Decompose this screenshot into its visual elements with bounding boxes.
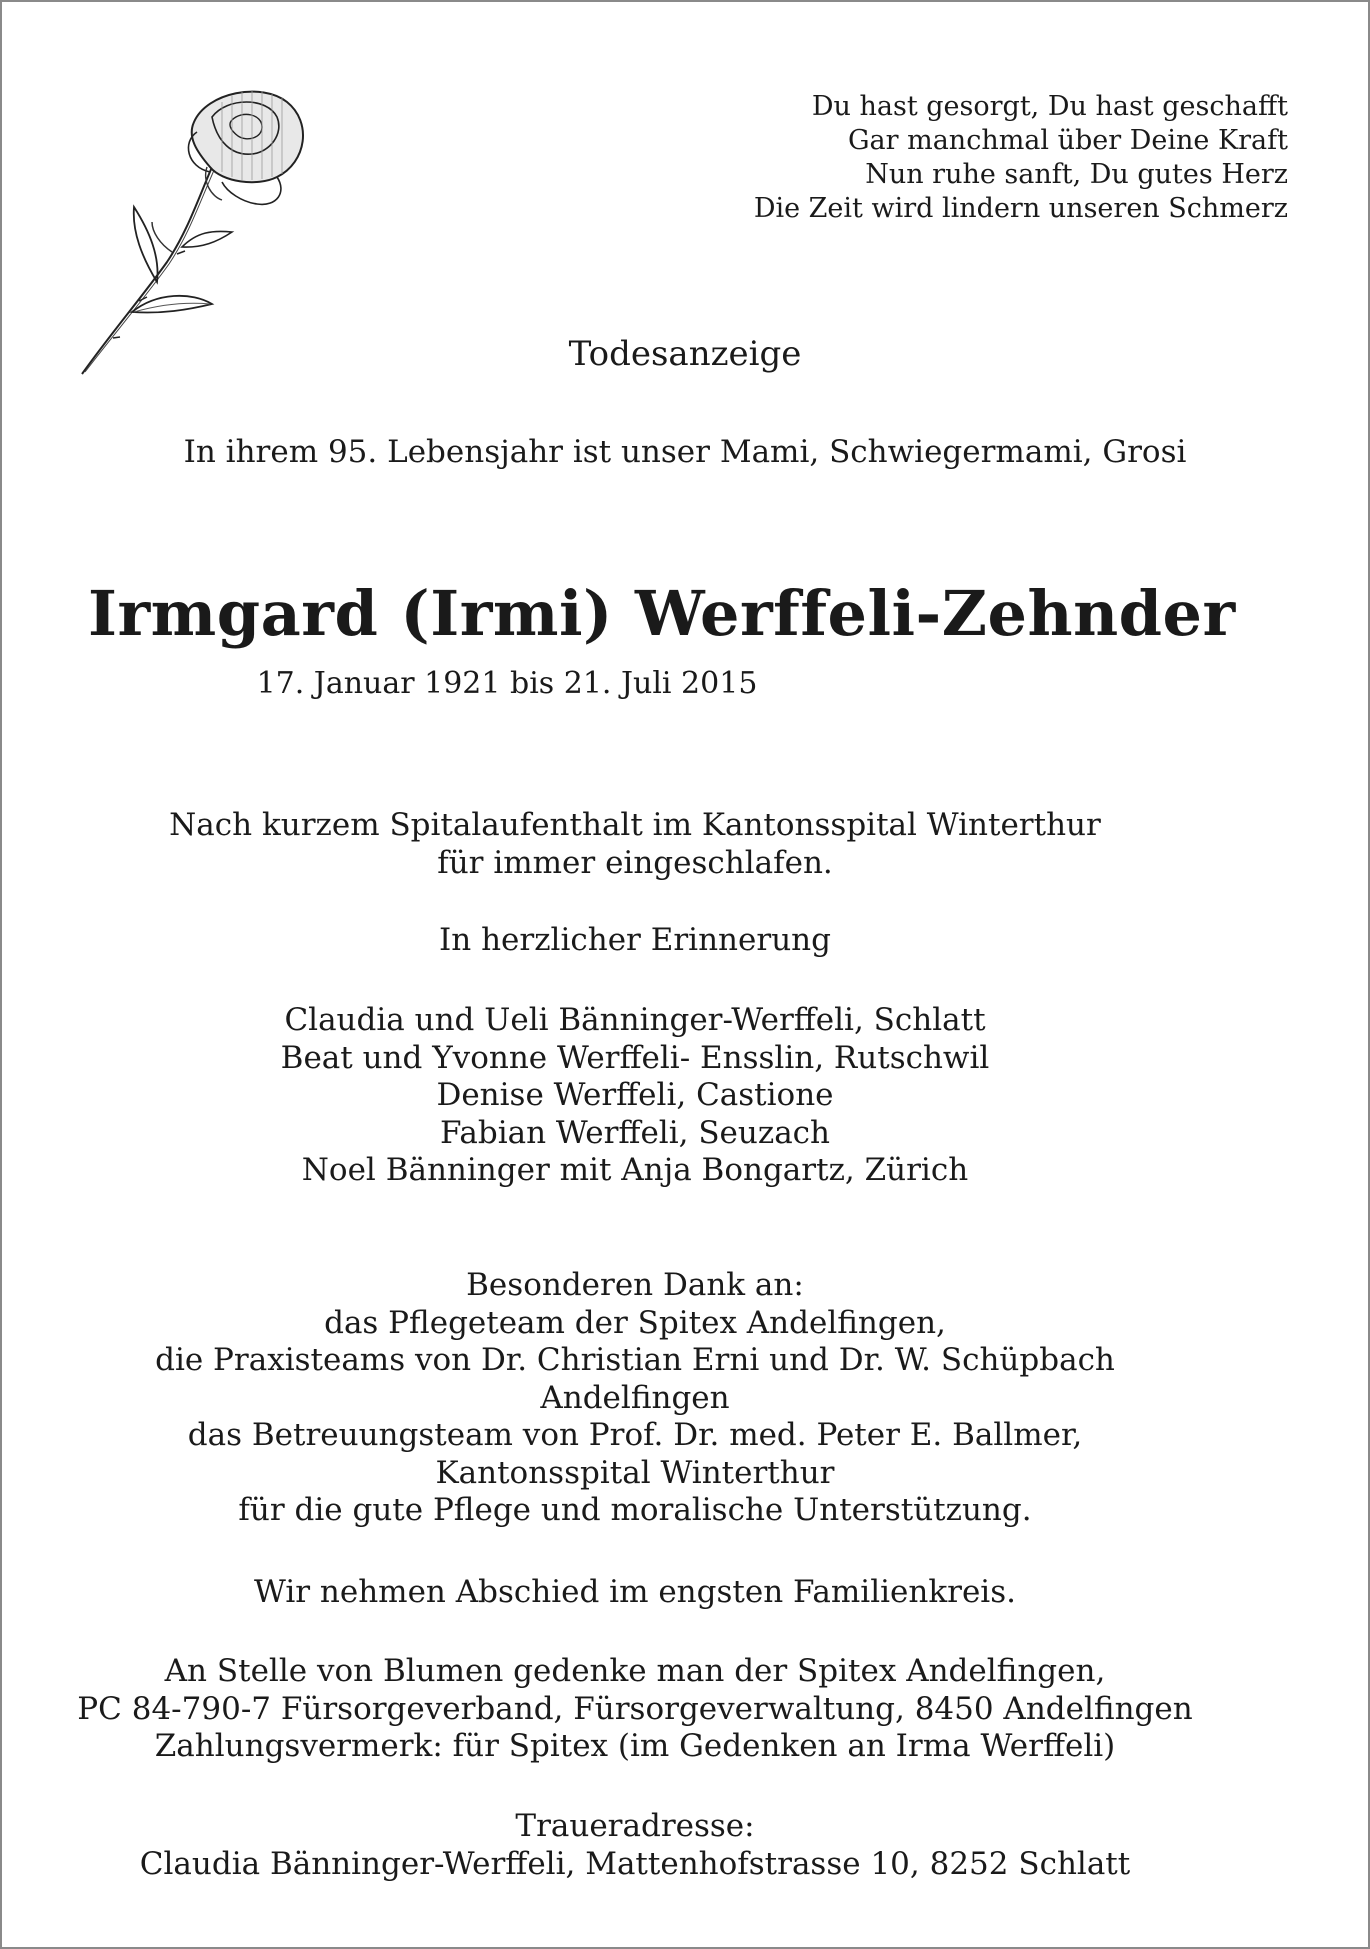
donation-line: PC 84-790-7 Fürsorgeverband, Fürsorgeverwaltung, 8450 Andelfingen (77, 1690, 1193, 1727)
mourning-address (0, 1808, 1318, 1883)
farewell-text: Wir nehmen Abschied im engsten Familienkreis. (254, 1574, 1016, 1610)
mourner: Beat und Yvonne Werffeli- Ensslin, Rutschwil (280, 1039, 990, 1076)
address-value: Claudia Bänninger-Werffeli, Mattenhofstrasse 10, 8252 Schlatt (139, 1845, 1131, 1882)
life-dates: 17. Januar 1921 bis 21. Juli 2015 (256, 666, 758, 701)
passing-line: für immer eingeschlafen. (437, 844, 833, 881)
donation-line: Zahlungsvermerk: für Spitex (im Gedenken an Irma Werffeli) (154, 1728, 1116, 1764)
mourners-list (0, 1002, 1318, 1190)
thanks-line: Besonderen Dank an: (466, 1267, 804, 1303)
poem-line: Die Zeit wird lindern unseren Schmerz (753, 193, 1288, 224)
poem (754, 90, 1288, 226)
thanks-section (0, 1267, 1318, 1530)
thanks-line: die Praxisteams von Dr. Christian Erni und Dr. W. Schüpbach (155, 1342, 1115, 1378)
thanks-line: Kantonsspital Winterthur (435, 1454, 835, 1491)
intro-text: In ihrem 95. Lebensjahr ist unser Mami, Schwiegermami, Grosi (183, 434, 1187, 470)
thanks-line: für die gute Pflege und moralische Unterstützung. (238, 1492, 1032, 1528)
deceased-name: Irmgard (Irmi) Werffeli-Zehnder (88, 577, 1236, 650)
remembrance-text: In herzlicher Erinnerung (439, 922, 831, 958)
thanks-line: das Pflegeteam der Spitex Andelfingen, (324, 1304, 946, 1341)
mourner: Denise Werffeli, Castione (436, 1077, 834, 1113)
donation-line: An Stelle von Blumen gedenke man der Spitex Andelfingen, (164, 1653, 1106, 1689)
poem-line: Du hast gesorgt, Du hast geschafft (811, 91, 1288, 122)
address-label: Traueradresse: (515, 1808, 755, 1844)
thanks-line: das Betreuungsteam von Prof. Dr. med. Peter E. Ballmer, (187, 1417, 1083, 1453)
passing-line: Nach kurzem Spitalaufenthalt im Kantonsspital Winterthur (169, 807, 1101, 843)
poem-line: Nun ruhe sanft, Du gutes Herz (865, 159, 1288, 190)
passing-notice (0, 807, 1318, 882)
mourner: Claudia und Ueli Bänninger-Werffeli, Schlatt (284, 1002, 986, 1038)
poem-line: Gar manchmal über Deine Kraft (847, 125, 1288, 156)
page-title: Todesanzeige (568, 334, 802, 374)
donation-section (0, 1653, 1318, 1766)
mourner: Fabian Werffeli, Seuzach (439, 1114, 831, 1151)
thanks-line: Andelfingen (540, 1379, 730, 1416)
mourner: Noel Bänninger mit Anja Bongartz, Zürich (301, 1152, 969, 1188)
